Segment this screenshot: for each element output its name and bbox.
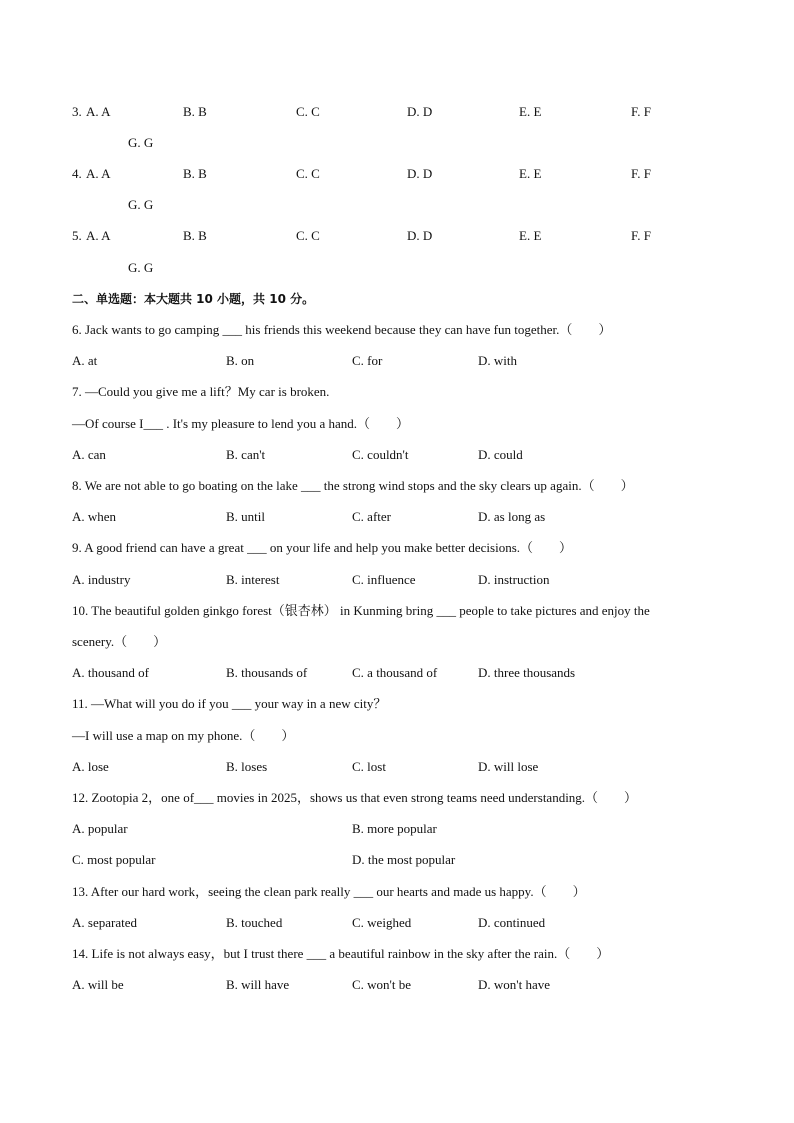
question-stem: 12. Zootopia 2，one of___ movies in 2025，shows us that even strong teams need understanding.（ ） <box>72 790 638 805</box>
option-c: C. most popular <box>72 852 156 867</box>
option-c: C. couldn't <box>352 447 409 462</box>
option-a: A. A <box>86 104 111 119</box>
option-c: C. C <box>296 166 320 181</box>
option-b: B. B <box>183 104 207 119</box>
question-stem: 8. We are not able to go boating on the lake ___ the strong wind stops and the sky clears up again.（ ） <box>72 478 634 493</box>
option-d: D. won't have <box>478 977 551 992</box>
option-c: C. C <box>296 228 320 243</box>
option-d: D. will lose <box>478 759 539 774</box>
option-b: B. B <box>183 166 207 181</box>
option-e: E. E <box>519 228 542 243</box>
question-number: 3. <box>72 104 82 119</box>
option-c: C. a thousand of <box>352 665 438 680</box>
option-b: B. thousands of <box>226 665 308 680</box>
option-d: D. continued <box>478 915 546 930</box>
question-stem: 7. —Could you give me a lift？My car is broken. <box>72 384 330 399</box>
option-g: G. G <box>128 197 154 212</box>
option-a: A. can <box>72 447 106 462</box>
question-stem: 6. Jack wants to go camping ___ his friends this weekend because they can have fun together.（ ） <box>72 322 612 337</box>
option-a: A. popular <box>72 821 128 836</box>
option-d: D. as long as <box>478 509 546 524</box>
option-c: C. after <box>352 509 391 524</box>
option-c: C. influence <box>352 572 416 587</box>
option-d: D. D <box>407 166 433 181</box>
option-b: B. on <box>226 353 255 368</box>
option-a: A. A <box>86 228 111 243</box>
option-e: E. E <box>519 104 542 119</box>
question-stem: 11. —What will you do if you ___ your way in a new city？ <box>72 696 387 711</box>
option-b: B. until <box>226 509 266 524</box>
question-stem: 10. The beautiful golden ginkgo forest（银杏林） in Kunming bring ___ people to take pictures and enjoy the <box>72 603 650 618</box>
section-title: 二、单选题：本大题共 10 小题，共 10 分。 <box>72 292 315 306</box>
option-d: D. D <box>407 104 433 119</box>
option-b: B. loses <box>226 759 268 774</box>
option-b: B. can't <box>226 447 266 462</box>
option-c: C. C <box>296 104 320 119</box>
option-g: G. G <box>128 135 154 150</box>
option-d: D. the most popular <box>352 852 456 867</box>
option-c: C. for <box>352 353 383 368</box>
question-number: 5. <box>72 228 82 243</box>
option-c: C. won't be <box>352 977 412 992</box>
option-b: B. touched <box>226 915 283 930</box>
option-d: D. three thousands <box>478 665 576 680</box>
option-d: D. could <box>478 447 523 462</box>
option-a: A. lose <box>72 759 109 774</box>
option-a: A. when <box>72 509 117 524</box>
option-g: G. G <box>128 260 154 275</box>
question-stem-continued: scenery.（ ） <box>72 634 167 649</box>
option-a: A. will be <box>72 977 124 992</box>
question-stem: 9. A good friend can have a great ___ on your life and help you make better decisions.（ ） <box>72 540 573 555</box>
option-a: A. separated <box>72 915 137 930</box>
option-d: D. D <box>407 228 433 243</box>
option-a: A. A <box>86 166 111 181</box>
option-c: C. weighed <box>352 915 412 930</box>
option-e: E. E <box>519 166 542 181</box>
question-stem-continued: —I will use a map on my phone.（ ） <box>72 728 295 743</box>
option-b: B. B <box>183 228 207 243</box>
question-stem-continued: —Of course I___ . It's my pleasure to lend you a hand.（ ） <box>72 416 410 431</box>
option-a: A. industry <box>72 572 131 587</box>
option-b: B. will have <box>226 977 290 992</box>
option-d: D. with <box>478 353 517 368</box>
option-b: B. interest <box>226 572 280 587</box>
question-number: 4. <box>72 166 82 181</box>
option-c: C. lost <box>352 759 386 774</box>
option-d: D. instruction <box>478 572 550 587</box>
option-f: F. F <box>631 166 651 181</box>
option-a: A. thousand of <box>72 665 149 680</box>
question-stem: 13. After our hard work，seeing the clean park really ___ our hearts and made us happy.（ ） <box>72 884 586 899</box>
option-f: F. F <box>631 104 651 119</box>
question-stem: 14. Life is not always easy，but I trust there ___ a beautiful rainbow in the sky after the rain.（ ） <box>72 946 610 961</box>
option-a: A. at <box>72 353 98 368</box>
option-b: B. more popular <box>352 821 437 836</box>
option-f: F. F <box>631 228 651 243</box>
